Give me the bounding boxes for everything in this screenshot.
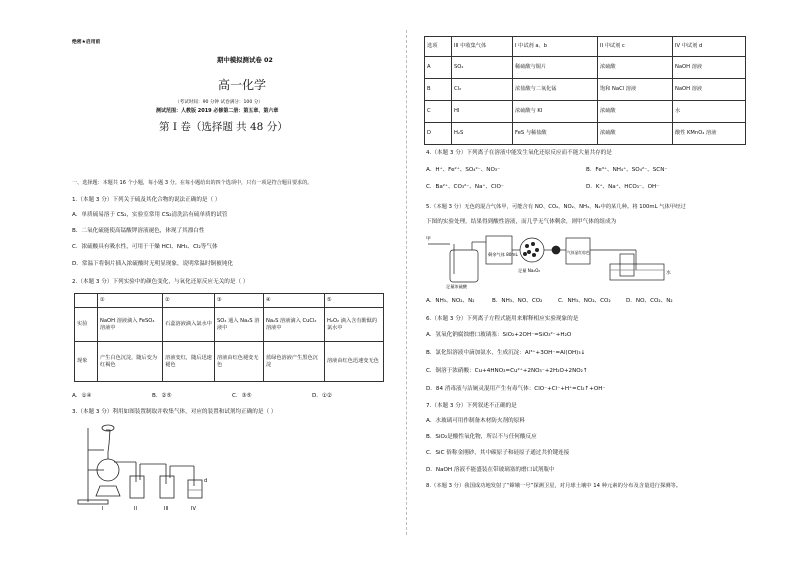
q1-option-c: C．浓硫酸具有吸水性，可用于干燥 HCl、NH₃、Cl₂等气体 — [72, 244, 218, 250]
q2-cell: 溶液变红，随后迅速褪色 — [163, 342, 215, 382]
q2-table — [74, 293, 384, 382]
na2o2-granules — [523, 242, 539, 257]
q3-cell: 水 — [673, 101, 746, 123]
q3-cell: 稀硫酸与铜片 — [513, 57, 598, 79]
label-gas-color: 气体显红棕色 — [567, 250, 590, 255]
q3-cell: SO₂ — [452, 57, 513, 79]
q2-header-cell: ③ — [215, 294, 264, 308]
q2-header-cell: ② — [163, 294, 215, 308]
bottle-iv — [188, 480, 202, 498]
q3-cell: H₂S — [452, 123, 513, 145]
q3-cell: B — [425, 79, 452, 101]
right-column — [418, 0, 750, 562]
q2-cell: NaOH 溶液滴入 FeSO₄ 溶液中 — [98, 308, 163, 342]
q2-cell: 石蕊溶液滴入氯水中 — [163, 308, 215, 342]
q2-option-c: C．③⑤ — [232, 393, 252, 399]
q2-stem: 2.（本题 3 分）下列实验中的颜色变化，与氧化还原反应无关的是（ ） — [72, 279, 249, 285]
q1-stem: 1.（本题 3 分）下列关于硫及其化合物的说法正确的是（ ） — [72, 197, 221, 203]
q8-stem: 8.（本题 3 分）我国成功地发射了“嫦娥一号”探测卫星，对月球土壤中 14 种元素的分布及含量进行探测等。 — [426, 483, 682, 489]
q4-stem: 4.（本题 3 分）下列离子在溶液中能发生氧化还原反应而不能大量共存的是 — [426, 150, 612, 156]
na2o2-tube — [520, 238, 544, 262]
q6-option-d: D．84 消毒液与洁厕灵混用产生有毒气体：ClO⁻+Cl⁻+H⁺=Cl₂↑+OH⁻ — [426, 386, 606, 392]
q6-option-c: C．铜溶于浓硝酸：Cu+4HNO₃=Cu²⁺+2NO₃⁻+2H₂O+2NO₂↑ — [426, 368, 588, 374]
column-divider — [406, 30, 407, 535]
q1-option-d: D．常温下将铜片插入浓硫酸时无明显现象，说明常温时铜被钝化 — [72, 261, 233, 267]
q2-header-cell: ⑤ — [324, 294, 383, 308]
q5-option-c: C．NH₃、NO₂、CO₂ — [558, 298, 611, 304]
q3-table-row — [425, 123, 746, 145]
q3-table-row — [425, 79, 746, 101]
burner — [96, 486, 120, 496]
q4-option-c: C．Ba²⁺、CO₃²⁻、Na⁺、ClO⁻ — [426, 184, 504, 190]
q7-option-a: A．水玻璃可用作制备木材防火剂的原料 — [426, 418, 525, 424]
q3-header-cell: 选项 — [425, 37, 452, 57]
label-acid: 足量浓硫酸 — [446, 284, 467, 289]
q4-option-d: D．K⁺、Na⁺、HCO₃⁻、OH⁻ — [586, 184, 660, 190]
q1-option-a: A．单质硫易溶于 CS₂，实验室常用 CS₂清洗沾有硫单质的试管 — [72, 212, 228, 218]
label-na2o2: 足量 Na₂O₂ — [518, 268, 541, 273]
q2-header-cell: ① — [98, 294, 163, 308]
q5-option-d: D．NO、CO₂、N₂ — [626, 298, 673, 304]
q6-option-a: A．氢氧化钠腐蚀磨口玻璃塞：SiO₂+2OH⁻=SiO₃²⁻+H₂O — [426, 332, 572, 338]
q3-cell: NaOH 溶液 — [673, 79, 746, 101]
water-trough — [610, 264, 664, 280]
q3-cell: 浓硫酸 — [598, 123, 673, 145]
q2-cell: Na₂S 溶液滴入 CuCl₂ 溶液中 — [263, 308, 324, 342]
q3-cell: D — [425, 123, 452, 145]
q5-option-b: B．NH₃、NO、CO₂ — [492, 298, 543, 304]
gas-apparatus-diagram — [76, 420, 226, 512]
test-scope: 测试范围：人教版 2019 必修第二册：第五章、第六章 — [156, 108, 279, 114]
q3-cell: A — [425, 57, 452, 79]
q2-header-row — [75, 294, 384, 308]
exam-title: 期中模拟测试卷 02 — [217, 56, 273, 64]
q3-cell: NaOH 溶液 — [673, 57, 746, 79]
q3-cell: 浓硫酸与 KI — [513, 101, 598, 123]
q7-option-d: D．NaOH 溶液不能盛装在带玻璃塞的磨口试剂瓶中 — [426, 467, 555, 473]
label-gas: 甲 — [426, 237, 431, 242]
q3-header-cell: I 中试剂 a、b — [513, 37, 598, 57]
secret-mark: 绝密★启用前 — [72, 40, 101, 45]
stand-base — [78, 500, 108, 504]
q3-cell: 浓硫酸 — [598, 57, 673, 79]
bottle-iii — [160, 476, 174, 498]
bottle-ii — [130, 476, 144, 498]
q5-option-a: A．NH₃、NO₂、N₂ — [426, 298, 475, 304]
instructions: 一、选择题：本题共 16 个小题，每小题 3 分。在每小题给出的四个选项中，只有一项是符合题目要求的。 — [72, 180, 313, 186]
q2-cell: 产生白色沉淀，随后变为红褐色 — [98, 342, 163, 382]
q3-cell: FeS 与稀盐酸 — [513, 123, 598, 145]
q6-stem: 6.（本题 3 分）下列离子方程式能用来解释相应实验现象的是 — [426, 316, 579, 322]
q3-cell: 浓盐酸与二氧化锰 — [513, 79, 598, 101]
q2-cell: SO₂ 通入 Na₂S 溶液中 — [215, 308, 264, 342]
exam-info: （考试时间：90 分钟 试卷满分：100 分） — [175, 100, 263, 105]
q3-table-row — [425, 101, 746, 123]
q2-cell: 溶液由红色迅速变无色 — [324, 342, 383, 382]
q3-stem: 3.（本题 3 分）利用如图装置制取并收集气体，对应的装置和试剂均正确的是（ ） — [72, 409, 277, 415]
q3-cell: HI — [452, 101, 513, 123]
funnel — [106, 430, 110, 452]
q3-cell: 浓硫酸 — [598, 101, 673, 123]
subject-title: 高一化学 — [218, 78, 267, 92]
q3-cell: Cl₂ — [452, 79, 513, 101]
q5-stem-line2: 下图的实验处理，结果得到酸性溶液，而几乎无气体剩余，则甲气体的组成为 — [426, 219, 617, 225]
label-water: 水 — [666, 271, 671, 276]
part1-title: 第 I 卷（选择题 共 48 分） — [159, 121, 288, 133]
q7-option-b: B．SiO₂是酸性氧化物，所以不与任何酸反应 — [426, 434, 537, 440]
q3-cell: 饱和 NaCl 溶液 — [598, 79, 673, 101]
q7-stem: 7.（本题 3 分）下列叙述不正确的是 — [426, 403, 517, 409]
q3-table-header — [425, 37, 746, 57]
q3-table-row — [425, 57, 746, 79]
q1-option-b: B．二氧化硫能使高锰酸钾溶液褪色，体现了其漂白性 — [72, 228, 205, 234]
q2-header-cell: ④ — [263, 294, 324, 308]
q2-row-label: 实验 — [75, 308, 98, 342]
q3-options-table — [424, 36, 746, 145]
q2-header-cell — [75, 294, 98, 308]
q3-header-cell: IV 中试剂 d — [673, 37, 746, 57]
q4-option-a: A．H⁺、Fe²⁺、SO₄²⁻、NO₃⁻ — [426, 167, 501, 173]
q2-cell: H₂O₂ 滴入含有酚酞的氯水中 — [324, 308, 383, 342]
q2-cell: 溶液由红色褪变无色 — [215, 342, 264, 382]
q3-cell: C — [425, 101, 452, 123]
q7-option-c: C．SiC 俗称金刚砂，其中碳原子和硅原子通过共价键连接 — [426, 450, 570, 456]
q3-cell: 酸性 KMnO₄ 溶液 — [673, 123, 746, 145]
label-ii: II — [134, 506, 137, 512]
q2-option-a: A．①④ — [72, 393, 92, 399]
q4-option-b: B．Fe³⁺、NH₄⁺、SO₄²⁻、SCN⁻ — [586, 167, 668, 173]
q3-header-cell: II 中试剂 c — [598, 37, 673, 57]
q2-experiment-row — [75, 308, 384, 342]
label-remaining: 剩余气体 80mL — [488, 252, 518, 257]
q5-stem-line1: 5.（本题 3 分）无色的混合气体甲，可能含有 NO、CO₂、NO₂、NH₃、N₂中的某几种。将 100mL 气体甲经过 — [426, 204, 686, 210]
q2-phenomenon-row — [75, 342, 384, 382]
q2-row-label: 现象 — [75, 342, 98, 382]
q2-option-b: B．②⑤ — [152, 393, 172, 399]
left-column — [62, 0, 387, 562]
q2-cell: 蓝绿色溶液产生黑色沉淀 — [263, 342, 324, 382]
q3-header-cell: III 中收集气体 — [452, 37, 513, 57]
remaining-gas-box — [486, 236, 512, 264]
q6-option-b: B．氯化铝溶液中滴加氨水，生成沉淀：Al³⁺+3OH⁻=Al(OH)₃↓ — [426, 350, 586, 356]
label-d: d — [204, 478, 208, 484]
gas-test-diagram — [424, 230, 674, 292]
label-iv: IV — [191, 506, 196, 512]
label-iii: III — [164, 506, 169, 512]
q2-option-d: D．①② — [312, 393, 332, 399]
label-i: I — [102, 506, 104, 512]
